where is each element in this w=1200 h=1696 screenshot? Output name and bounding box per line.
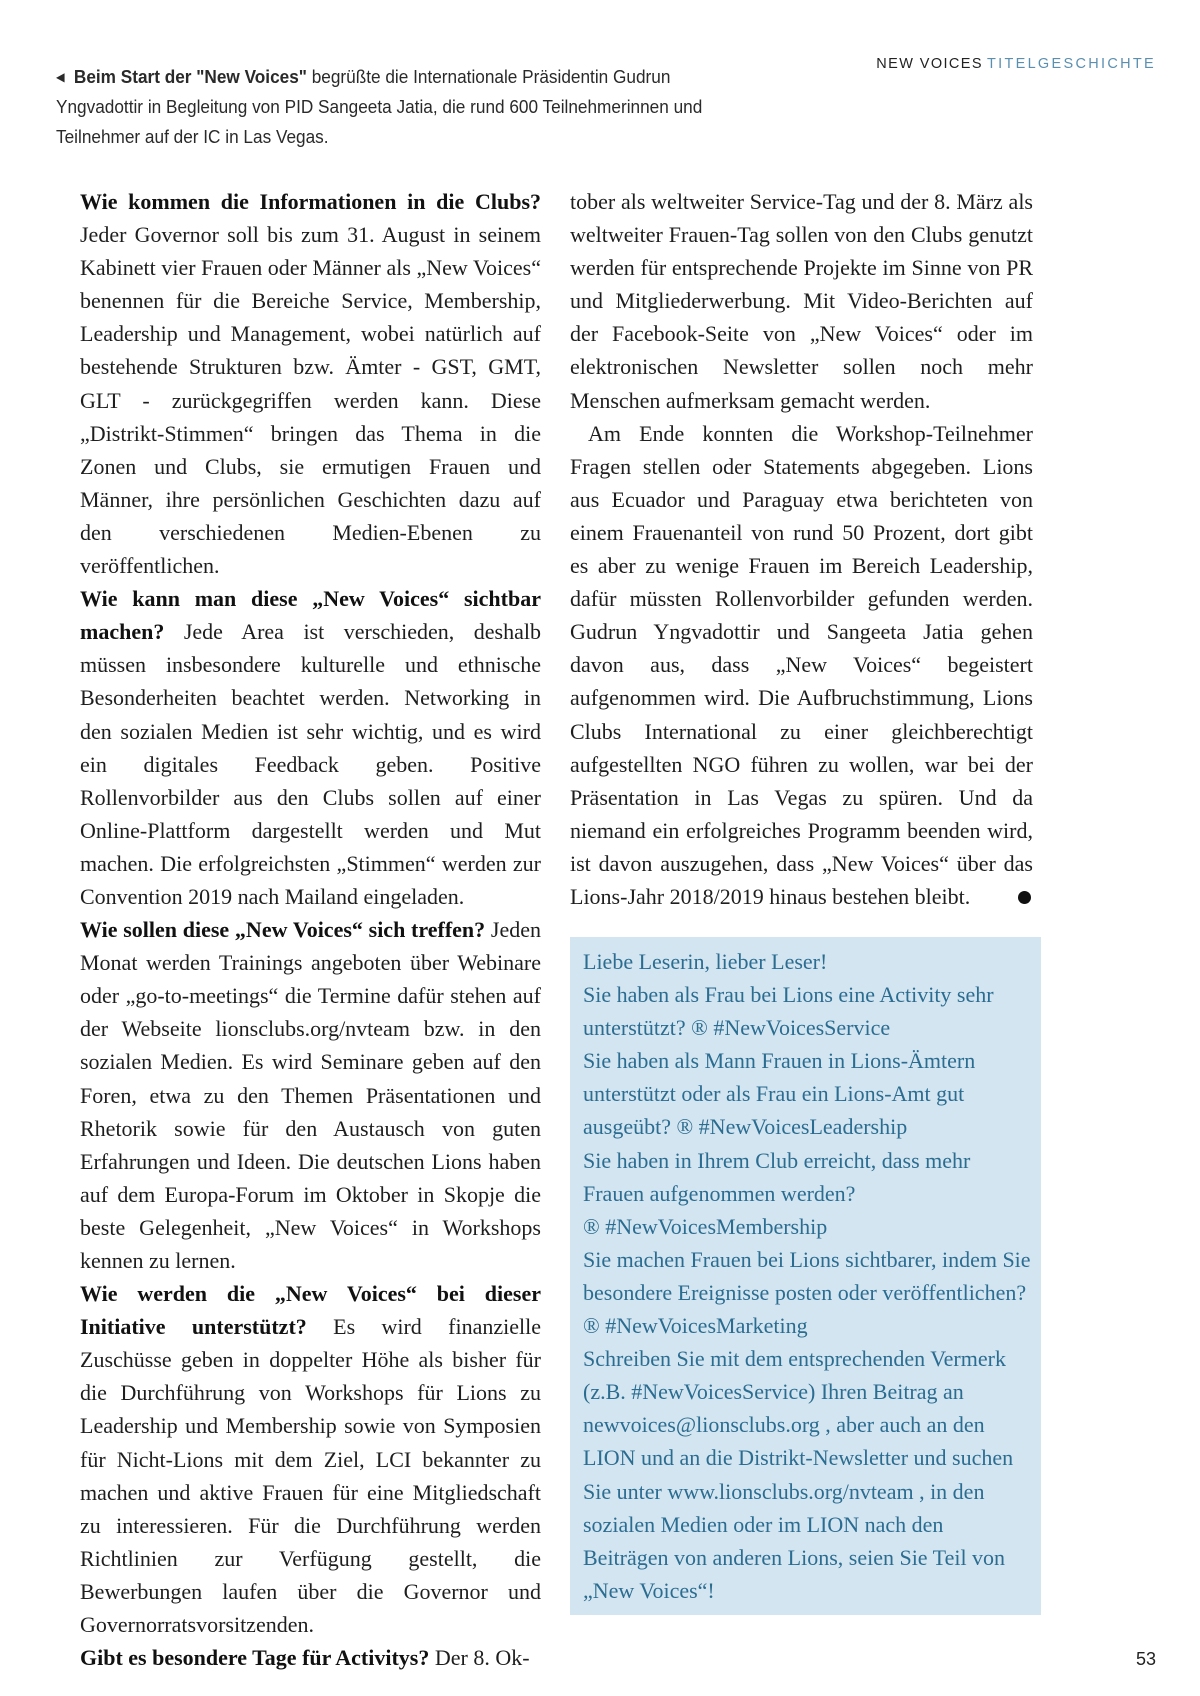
reader-info-box <box>570 937 1041 1615</box>
caption-text: begrüßte die Internationale Präsidentin Gudrun Yngvadottir in Begleitung von PID Sangeeta Jatia, die rund 600 Teilnehmerinnen und Teilnehmer auf der IC in Las Vegas. <box>56 66 703 147</box>
left-column <box>80 185 541 1674</box>
question: Wie kann man diese „New Voices“ sichtbar machen? <box>80 586 541 645</box>
qa-paragraph <box>80 1277 541 1641</box>
body-paragraph: tober als weltweiter Service-Tag und der 8. März als weltweiter Frauen-Tag sollen von den Clubs genutzt werden für entsprechende Projekte im Sinne von PR und Mitgliederwerbung. Mit Video-Berichten auf der Facebook-Seite von „New Voices“ oder im elektronischen Newsletter sollen noch mehr Menschen aufmerksam gemacht werden. <box>570 189 1033 413</box>
question: Gibt es besondere Tage für Activitys? <box>80 1645 430 1671</box>
question: Wie werden die „New Voices“ bei dieser Initiative unterstützt? <box>80 1281 541 1340</box>
box-line: Sie machen Frauen bei Lions sichtbarer, indem Sie besondere Ereignisse posten oder veröffentlichen? ® #NewVoicesMarketing <box>583 1246 1031 1339</box>
qa-paragraph <box>80 1641 541 1674</box>
box-line: Sie haben als Frau bei Lions eine Activity sehr unterstützt? ® #NewVoicesService <box>583 982 994 1041</box>
right-column <box>570 185 1042 913</box>
box-line: Sie haben als Mann Frauen in Lions-Ämtern unterstützt oder als Frau ein Lions-Amt gut ausgeübt? ® #NewVoicesLeadership <box>583 1048 976 1140</box>
caption-arrow-icon: ◀ <box>56 70 65 84</box>
answer: Jede Area ist verschieden, deshalb müssen insbesondere kulturelle und ethnische Besonderheiten beachtet werden. Networking in den sozialen Medien ist sehr wichtig, und es wird ein digitales Feedback geben. Positive Rollenvorbilder aus den Clubs sollen auf einer Online-Plattform dargestellt werden und Mut machen. Die erfolgreichsten „Stimmen“ werden zur Convention 2019 nach Mailand eingeladen. <box>80 619 541 909</box>
running-header <box>876 56 1156 72</box>
lion-end-mark-icon: L <box>1018 891 1031 904</box>
photo-caption <box>56 62 707 152</box>
answer: Es wird finanzielle Zuschüsse geben in doppelter Höhe als bisher für die Durchführung von Workshops für Lions zu Leadership und Membership sowie von Symposien für Nicht-Lions mit dem Ziel, LCI bekannter zu machen und aktive Frauen für eine Mitgliedschaft zu interessieren. Für die Durchführung werden Richtlinien zur Verfügung gestellt, die Bewerbungen laufen über die Governor und Governorratsvorsitzenden. <box>80 1314 541 1638</box>
box-line: Schreiben Sie mit dem entsprechenden Vermerk (z.B. #NewVoicesService) Ihren Beitrag an newvoices@lionsclubs.org , aber auch an den LION und an die Distrikt-Newsletter und suchen Sie unter www.lionsclubs.org/nvteam , in den sozialen Medien oder im LION nach den Beiträgen von anderen Lions, seien Sie Teil von „New Voices“! <box>583 1346 1014 1603</box>
body-text: Am Ende konnten die Workshop-Teilnehmer Fragen stellen oder Statements abgegeben. Lions aus Ecuador und Paraguay etwa berichteten von einem Frauenanteil von rund 50 Prozent, dort gibt es aber zu wenige Frauen im Bereich Leadership, dafür müssten Rollenvorbilder gefunden werden. Gudrun Yngvadottir und Sangeeta Jatia gehen davon aus, dass „New Voices“ begeistert aufgenommen wird. Die Aufbruchstimmung, Lions Clubs International zu einer gleichberechtigt aufgestellten NGO führen zu wollen, war bei der Präsentation in Las Vegas zu spüren. Und da niemand ein erfolgreiches Programm beenden wird, ist davon auszugehen, dass „New Voices“ über das Lions-Jahr 2018/2019 hinaus bestehen bleibt. <box>570 420 1033 909</box>
box-line: Liebe Leserin, lieber Leser! <box>583 949 828 974</box>
header-section: NEW VOICES <box>876 56 983 72</box>
body-paragraph <box>570 417 1042 913</box>
header-label: TITELGESCHICHTE <box>986 56 1156 72</box>
question: Wie sollen diese „New Voices“ sich treffen? <box>80 917 486 943</box>
box-line: ® #NewVoicesMembership <box>583 1213 828 1239</box>
question: Wie kommen die Informationen in die Clubs? <box>80 189 541 214</box>
caption-bold: Beim Start der "New Voices" <box>73 66 307 87</box>
box-line: Sie haben in Ihrem Club erreicht, dass mehr Frauen aufgenommen werden? <box>583 1147 971 1206</box>
answer: Jeder Governor soll bis zum 31. August in seinem Kabinett vier Frauen oder Männer als „New Voices“ benennen für die Bereiche Service, Membership, Leadership und Management, wobei natürlich auf bestehende Strukturen bzw. Ämter - GST, GMT, GLT - zurückgegriffen werden kann. Diese „Distrikt-Stimmen“ bringen das Thema in die Zonen und Clubs, sie ermutigen Frauen und Männer, ihre persönlichen Geschichten dazu auf den verschiedenen Medien-Ebenen zu veröffentlichen. <box>80 222 541 579</box>
qa-paragraph <box>80 913 541 1277</box>
qa-paragraph <box>80 185 541 582</box>
qa-paragraph <box>80 582 541 913</box>
page-number: 53 <box>1135 1649 1156 1669</box>
answer: Der 8. Ok- <box>429 1645 530 1671</box>
answer: Jeden Monat werden Trainings angeboten über Webinare oder „go-to-meetings“ die Termine dafür stehen auf der Webseite lionsclubs.org/nvteam bzw. in den sozialen Medien. Es wird Seminare geben auf den Foren, etwa zu den Themen Präsentationen und Rhetorik sowie für den Austausch von guten Erfahrungen und Ideen. Die deutschen Lions haben auf dem Europa-Forum im Oktober in Skopje die beste Gelegenheit, „New Voices“ in Workshops kennen zu lernen. <box>80 917 542 1273</box>
